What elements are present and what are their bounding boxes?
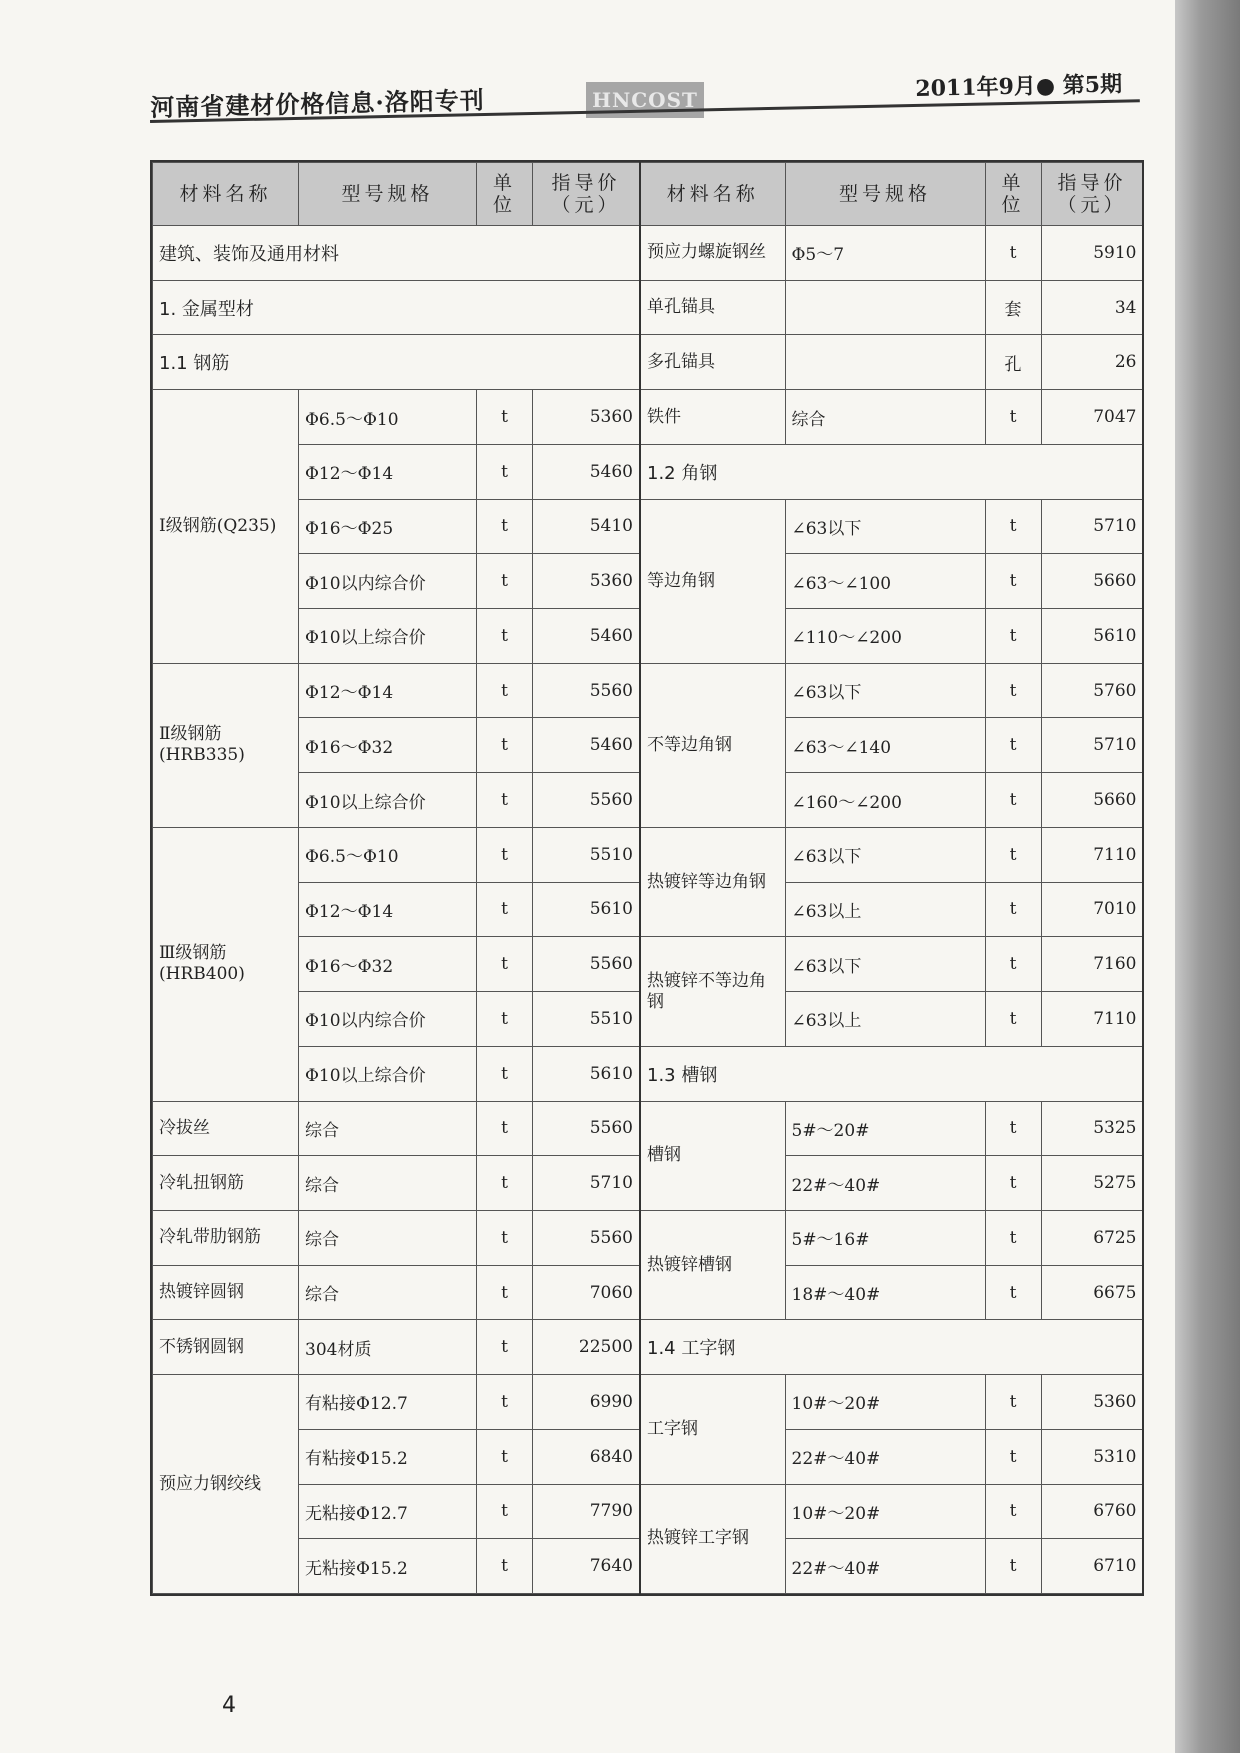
spec-cell: ∠63～∠100 [785, 554, 985, 609]
table-row [640, 390, 1143, 445]
table-row [640, 827, 1143, 882]
price-table-right [639, 162, 1144, 1594]
material-name: 冷轧扭钢筋 [153, 1156, 299, 1211]
price-cell: 5910 [1041, 226, 1143, 281]
spec-cell: 无粘接Φ15.2 [299, 1539, 477, 1594]
page-number: 4 [222, 1693, 236, 1718]
unit-cell: t [477, 1429, 533, 1484]
material-name: 工字钢 [640, 1375, 785, 1484]
price-cell: 5710 [1041, 718, 1143, 773]
unit-cell: t [985, 609, 1041, 664]
price-cell: 7790 [533, 1484, 640, 1539]
spec-cell: 有粘接Φ12.7 [299, 1375, 477, 1430]
spec-cell: Φ6.5～Φ10 [299, 827, 477, 882]
material-name: 不等边角钢 [640, 663, 785, 827]
unit-cell: t [477, 1539, 533, 1594]
spec-cell: 22#～40# [785, 1429, 985, 1484]
unit-cell: t [985, 1375, 1041, 1430]
header-price: 指导价（元） [1041, 163, 1143, 226]
unit-cell: t [477, 1484, 533, 1539]
spec-cell: ∠110～∠200 [785, 609, 985, 664]
price-cell: 5560 [533, 937, 640, 992]
journal-title: 河南省建材价格信息·洛阳专刊 [150, 85, 486, 122]
spec-cell [785, 280, 985, 335]
price-cell: 7010 [1041, 882, 1143, 937]
unit-cell: t [477, 444, 533, 499]
unit-cell: t [985, 827, 1041, 882]
section-row [640, 444, 1143, 499]
table-row [640, 937, 1143, 992]
table-row [640, 1210, 1143, 1265]
unit-cell: t [477, 1156, 533, 1211]
unit-cell: t [477, 1210, 533, 1265]
spec-cell: Φ16～Φ32 [299, 937, 477, 992]
material-name: 等边角钢 [640, 499, 785, 663]
spec-cell: Φ12～Φ14 [299, 882, 477, 937]
price-cell: 34 [1041, 280, 1143, 335]
price-cell: 6760 [1041, 1484, 1143, 1539]
material-name: 预应力螺旋钢丝 [640, 226, 785, 281]
table-row [640, 335, 1143, 390]
table-row [153, 1210, 640, 1265]
header-name: 材料名称 [640, 163, 785, 226]
spec-cell: 22#～40# [785, 1539, 985, 1594]
price-cell: 5560 [533, 663, 640, 718]
header-unit: 单位 [477, 163, 533, 226]
price-cell: 5360 [533, 554, 640, 609]
spec-cell: ∠63以上 [785, 992, 985, 1047]
spec-cell: Φ10以上综合价 [299, 1046, 477, 1101]
price-table [150, 160, 1144, 1596]
table-row [153, 663, 640, 718]
price-cell: 7110 [1041, 827, 1143, 882]
price-cell: 7640 [533, 1539, 640, 1594]
spec-cell: Φ6.5～Φ10 [299, 390, 477, 445]
section-title: 1.4 工字钢 [640, 1320, 1143, 1375]
spec-cell: 有粘接Φ15.2 [299, 1429, 477, 1484]
price-table-left [152, 162, 640, 1594]
unit-cell: t [985, 554, 1041, 609]
unit-cell: t [985, 1265, 1041, 1320]
spec-cell: 无粘接Φ12.7 [299, 1484, 477, 1539]
section-title: 1. 金属型材 [153, 280, 640, 335]
header-spec: 型号规格 [785, 163, 985, 226]
unit-cell: t [985, 992, 1041, 1047]
table-row [153, 1375, 640, 1430]
material-name: 单孔锚具 [640, 280, 785, 335]
unit-cell: t [985, 718, 1041, 773]
hncost-logo: HNCOST [586, 82, 704, 118]
section-row [153, 226, 640, 281]
table-row [640, 280, 1143, 335]
unit-cell: t [477, 554, 533, 609]
price-cell: 5660 [1041, 773, 1143, 828]
price-cell: 5460 [533, 444, 640, 499]
spec-cell: Φ16～Φ32 [299, 718, 477, 773]
price-cell: 5560 [533, 1210, 640, 1265]
spec-cell: Φ10以上综合价 [299, 609, 477, 664]
table-row [640, 226, 1143, 281]
spec-cell: 综合 [299, 1156, 477, 1211]
unit-cell: 套 [985, 280, 1041, 335]
spec-cell: 304材质 [299, 1320, 477, 1375]
unit-cell: t [477, 992, 533, 1047]
price-cell: 5510 [533, 992, 640, 1047]
price-cell: 5410 [533, 499, 640, 554]
table-row [153, 827, 640, 882]
spec-cell: 综合 [299, 1101, 477, 1156]
unit-cell: t [985, 1210, 1041, 1265]
section-row [640, 1046, 1143, 1101]
unit-cell: t [477, 773, 533, 828]
material-name: 铁件 [640, 390, 785, 445]
unit-cell: t [985, 663, 1041, 718]
unit-cell: t [985, 1101, 1041, 1156]
price-cell: 6725 [1041, 1210, 1143, 1265]
unit-cell: t [985, 773, 1041, 828]
table-row [640, 499, 1143, 554]
material-name: 预应力钢绞线 [153, 1375, 299, 1594]
section-row [153, 335, 640, 390]
book-spine-shadow [1175, 0, 1240, 1753]
header-unit: 单位 [985, 163, 1041, 226]
table-row [153, 390, 640, 445]
spec-cell: Φ12～Φ14 [299, 663, 477, 718]
unit-cell: t [477, 390, 533, 445]
unit-cell: t [477, 827, 533, 882]
price-cell: 22500 [533, 1320, 640, 1375]
spec-cell: Φ12～Φ14 [299, 444, 477, 499]
material-name: Ⅰ级钢筋(Q235) [153, 390, 299, 664]
unit-cell: t [477, 1265, 533, 1320]
unit-cell: t [477, 718, 533, 773]
material-name: Ⅱ级钢筋(HRB335) [153, 663, 299, 827]
unit-cell: t [985, 226, 1041, 281]
unit-cell: t [985, 1484, 1041, 1539]
spec-cell: ∠63以下 [785, 827, 985, 882]
unit-cell: t [985, 1429, 1041, 1484]
table-row [153, 1320, 640, 1375]
material-name: 多孔锚具 [640, 335, 785, 390]
price-cell: 5325 [1041, 1101, 1143, 1156]
section-title: 1.3 槽钢 [640, 1046, 1143, 1101]
unit-cell: t [477, 499, 533, 554]
unit-cell: t [477, 1101, 533, 1156]
price-cell: 7160 [1041, 937, 1143, 992]
spec-cell: 5#～20# [785, 1101, 985, 1156]
material-name: 热镀锌工字钢 [640, 1484, 785, 1593]
unit-cell: t [477, 1320, 533, 1375]
price-cell: 6710 [1041, 1539, 1143, 1594]
table-header-row [153, 163, 640, 226]
price-cell: 6675 [1041, 1265, 1143, 1320]
spec-cell: Φ16～Φ25 [299, 499, 477, 554]
unit-cell: t [477, 663, 533, 718]
issue-label: 2011年9月● 第5期 [915, 71, 1123, 102]
unit-cell: 孔 [985, 335, 1041, 390]
material-name: 热镀锌圆钢 [153, 1265, 299, 1320]
price-cell: 5560 [533, 1101, 640, 1156]
unit-cell: t [985, 499, 1041, 554]
price-cell: 5710 [1041, 499, 1143, 554]
price-cell: 5710 [533, 1156, 640, 1211]
price-cell: 7047 [1041, 390, 1143, 445]
unit-cell: t [985, 390, 1041, 445]
header-spec: 型号规格 [299, 163, 477, 226]
price-cell: 6840 [533, 1429, 640, 1484]
spec-cell: 综合 [785, 390, 985, 445]
spec-cell: Φ10以内综合价 [299, 992, 477, 1047]
section-row [153, 280, 640, 335]
table-header-row [640, 163, 1143, 226]
unit-cell: t [477, 1375, 533, 1430]
section-title: 1.1 钢筋 [153, 335, 640, 390]
spec-cell: 10#～20# [785, 1375, 985, 1430]
price-table-left-body [153, 226, 640, 1594]
spec-cell: ∠63以下 [785, 937, 985, 992]
table-row [153, 1156, 640, 1211]
material-name: 热镀锌不等边角钢 [640, 937, 785, 1046]
price-cell: 26 [1041, 335, 1143, 390]
price-cell: 5760 [1041, 663, 1143, 718]
price-table-right-body [640, 226, 1143, 1594]
spec-cell [785, 335, 985, 390]
spec-cell: 10#～20# [785, 1484, 985, 1539]
unit-cell: t [985, 1156, 1041, 1211]
table-row [640, 663, 1143, 718]
table-row [153, 1101, 640, 1156]
price-cell: 5360 [533, 390, 640, 445]
material-name: Ⅲ级钢筋(HRB400) [153, 827, 299, 1101]
unit-cell: t [477, 1046, 533, 1101]
table-row [640, 1484, 1143, 1539]
section-row [640, 1320, 1143, 1375]
price-cell: 5560 [533, 773, 640, 828]
material-name: 冷拔丝 [153, 1101, 299, 1156]
spec-cell: Φ10以上综合价 [299, 773, 477, 828]
spec-cell: 22#～40# [785, 1156, 985, 1211]
unit-cell: t [477, 937, 533, 992]
table-row [153, 1265, 640, 1320]
unit-cell: t [477, 882, 533, 937]
price-cell: 5275 [1041, 1156, 1143, 1211]
unit-cell: t [985, 1539, 1041, 1594]
section-title: 1.2 角钢 [640, 444, 1143, 499]
section-title: 建筑、装饰及通用材料 [153, 226, 640, 281]
material-name: 槽钢 [640, 1101, 785, 1210]
material-name: 不锈钢圆钢 [153, 1320, 299, 1375]
material-name: 热镀锌槽钢 [640, 1210, 785, 1319]
unit-cell: t [985, 937, 1041, 992]
price-cell: 5610 [1041, 609, 1143, 664]
price-cell: 5610 [533, 1046, 640, 1101]
spec-cell: ∠63～∠140 [785, 718, 985, 773]
price-cell: 5360 [1041, 1375, 1143, 1430]
price-cell: 5460 [533, 718, 640, 773]
price-cell: 5510 [533, 827, 640, 882]
material-name: 热镀锌等边角钢 [640, 827, 785, 936]
table-row [640, 1375, 1143, 1430]
spec-cell: 综合 [299, 1265, 477, 1320]
price-cell: 5460 [533, 609, 640, 664]
table-row [640, 1101, 1143, 1156]
header-name: 材料名称 [153, 163, 299, 226]
spec-cell: 综合 [299, 1210, 477, 1265]
header-price: 指导价（元） [533, 163, 640, 226]
spec-cell: Φ10以内综合价 [299, 554, 477, 609]
material-name: 冷轧带肋钢筋 [153, 1210, 299, 1265]
unit-cell: t [477, 609, 533, 664]
spec-cell: ∠160～∠200 [785, 773, 985, 828]
spec-cell: 5#～16# [785, 1210, 985, 1265]
spec-cell: Φ5～7 [785, 226, 985, 281]
spec-cell: 18#～40# [785, 1265, 985, 1320]
unit-cell: t [985, 882, 1041, 937]
price-cell: 7060 [533, 1265, 640, 1320]
spec-cell: ∠63以下 [785, 499, 985, 554]
price-cell: 5610 [533, 882, 640, 937]
spec-cell: ∠63以上 [785, 882, 985, 937]
price-cell: 7110 [1041, 992, 1143, 1047]
price-cell: 6990 [533, 1375, 640, 1430]
price-cell: 5310 [1041, 1429, 1143, 1484]
spec-cell: ∠63以下 [785, 663, 985, 718]
price-cell: 5660 [1041, 554, 1143, 609]
